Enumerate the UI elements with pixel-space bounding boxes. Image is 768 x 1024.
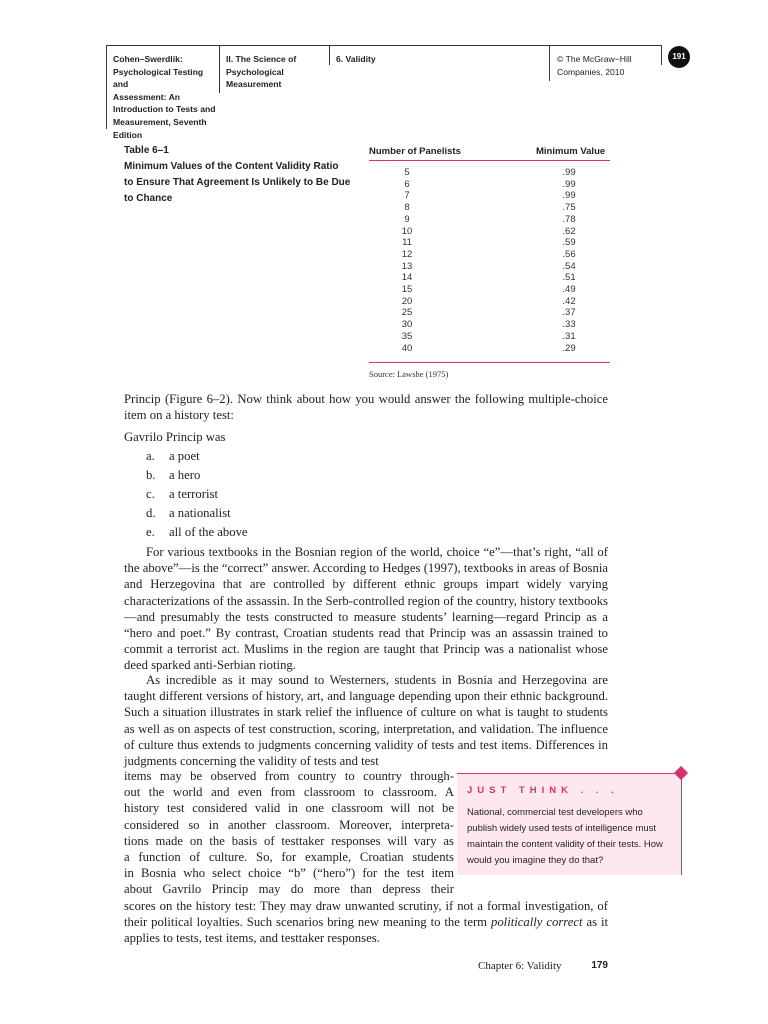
- option-letter: c.: [146, 487, 155, 501]
- panelists-cell: 9: [404, 213, 410, 225]
- option-letter: a.: [146, 449, 155, 463]
- table-header-minimum-value: Minimum Value: [536, 146, 606, 157]
- header-book-title: [113, 53, 217, 141]
- just-think-top-rule: [457, 773, 682, 774]
- table-row: [369, 202, 610, 214]
- header-divider: [106, 45, 107, 129]
- paragraph-3-wrap: [124, 768, 454, 898]
- text-run: as it applies to tests, test items, and testtaker responses.: [124, 915, 609, 946]
- question-stem: Gavrilo Princip was: [124, 430, 226, 444]
- table-source: Source: Lawshe (1975): [369, 369, 449, 379]
- paragraph-2: [124, 544, 608, 674]
- option-b: [146, 467, 201, 483]
- table-title-line: to Chance: [124, 193, 173, 204]
- option-text: all of the above: [169, 525, 248, 539]
- paragraph-line: a function of culture. So, for example, Croatian students: [124, 850, 454, 865]
- paragraph-1: [124, 391, 608, 423]
- option-a: [146, 448, 200, 464]
- just-think-text: National, commercial test developers who publish widely used tests of intelligence must maintain the content validity of their tests. How would you imagine they do that?: [467, 807, 663, 866]
- option-letter: e.: [146, 525, 155, 539]
- minimum-value-cell: .59: [562, 237, 576, 249]
- just-think-side-rule: [681, 773, 682, 875]
- table-row: [369, 319, 610, 331]
- minimum-value-cell: .31: [562, 330, 576, 342]
- table-row: [369, 249, 610, 261]
- minimum-value-cell: .51: [562, 272, 576, 284]
- table-row: [369, 296, 610, 308]
- panelists-cell: 11: [402, 237, 412, 249]
- minimum-value-cell: .49: [562, 284, 576, 295]
- option-e: [146, 524, 248, 540]
- panelists-cell: 25: [401, 307, 413, 319]
- header-divider: [549, 45, 550, 81]
- header-divider: [329, 45, 330, 65]
- table-header-panelists: Number of Panelists: [369, 146, 461, 157]
- answer-options: [124, 448, 424, 544]
- header-line: Measurement: [226, 79, 282, 90]
- header-line: Psychological Testing and: [113, 66, 204, 90]
- table-row: [369, 214, 610, 226]
- panelists-cell: 35: [401, 330, 413, 342]
- minimum-value-cell: .37: [562, 307, 576, 319]
- option-text: a hero: [169, 468, 201, 482]
- minimum-value-cell: .99: [562, 178, 576, 190]
- footer-chapter: Chapter 6: Validity: [478, 960, 562, 972]
- panelists-cell: 5: [404, 167, 410, 178]
- paragraph-text: Princip (Figure 6–2). Now think about how you would answer the following multiple-choice item on a history test:: [124, 392, 608, 423]
- panelists-cell: 40: [401, 342, 413, 354]
- table-row: [369, 343, 610, 355]
- panelists-cell: 30: [401, 319, 413, 331]
- paragraph-text: As incredible as it may sound to Westerners, students in Bosnia and Herzegovina are taught different versions of history, art, and language depending upon their ethnic background. Such a situation illustrates in stark relief the influence of culture on what is taught to students as well as on aspects of test construction, scoring, interpretation, and validation. The influence of culture thus extends to judgments concerning validity of tests and test items. Differences in judgments concerning the validity of tests and test: [124, 673, 608, 769]
- option-text: a nationalist: [169, 506, 231, 520]
- italic-term: politically correct: [490, 915, 583, 930]
- header-line: Introduction to Tests and: [113, 104, 216, 115]
- table-title-line: Minimum Values of the Content Validity Ratio: [124, 161, 339, 172]
- header-line: Measurement, Seventh: [113, 116, 207, 127]
- panelists-cell: 13: [401, 260, 413, 272]
- header-line: Assessment: An: [113, 91, 181, 102]
- header-chapter: 6. Validity: [336, 54, 376, 64]
- header-divider: [661, 45, 662, 65]
- header-line: Psychological: [226, 66, 284, 77]
- table-row: [369, 284, 610, 296]
- paragraph-line: considered so in another classroom. Moreover, interpreta-: [124, 817, 454, 832]
- paragraph-line: history test considered valid in one classroom will not be: [124, 801, 454, 816]
- paragraph-3-end: [124, 898, 608, 947]
- panelists-cell: 15: [401, 284, 413, 295]
- minimum-value-cell: .54: [562, 260, 576, 272]
- minimum-value-cell: .75: [562, 202, 576, 214]
- table-row: [369, 190, 610, 202]
- minimum-value-cell: .99: [562, 190, 576, 202]
- header-part: [226, 53, 326, 91]
- table-row: [369, 237, 610, 249]
- paragraph-line: items may be observed from country to country through-: [124, 769, 454, 783]
- panelists-cell: 10: [401, 225, 413, 237]
- table-title-line: to Ensure That Agreement Is Unlikely to Be Due: [124, 177, 351, 188]
- header-top-rule: [106, 45, 662, 46]
- page-footer: [478, 960, 608, 972]
- panelists-cell: 8: [404, 202, 410, 214]
- panelists-cell: 6: [404, 178, 410, 190]
- panelists-cell: 7: [404, 190, 410, 202]
- header-line: II. The Science of: [226, 54, 297, 64]
- panelists-cell: 14: [401, 272, 413, 284]
- table-row: [369, 179, 610, 191]
- table-row: [369, 307, 610, 319]
- minimum-value-cell: .62: [562, 225, 576, 237]
- page-number-badge: 191: [668, 46, 690, 68]
- table-row: [369, 261, 610, 273]
- paragraph-3: [124, 672, 608, 769]
- minimum-value-cell: .56: [562, 248, 576, 260]
- option-letter: b.: [146, 468, 156, 482]
- table-row: [369, 226, 610, 238]
- table-row: [369, 167, 610, 179]
- paragraph-line: about Gavrilo Princip may do more than depress their: [124, 882, 454, 897]
- option-c: [146, 486, 218, 502]
- header-copyright: [557, 53, 657, 78]
- header-line: Edition: [113, 129, 143, 140]
- header-line: Companies, 2010: [557, 66, 625, 77]
- table-label: Table 6–1: [124, 145, 169, 156]
- table-row: [369, 272, 610, 284]
- minimum-value-cell: .42: [562, 295, 576, 307]
- option-letter: d.: [146, 506, 156, 520]
- minimum-value-cell: .29: [562, 342, 576, 354]
- minimum-value-cell: .99: [562, 167, 576, 178]
- panelists-cell: 12: [401, 248, 413, 260]
- table-bottom-rule: [369, 362, 610, 363]
- paragraph-line: tions made on the basis of testtaker responses will vary as: [124, 833, 454, 848]
- just-think-title: JUST THINK . . .: [467, 785, 619, 796]
- footer-page-number: 179: [591, 960, 608, 971]
- panelists-cell: 20: [401, 295, 413, 307]
- header-line: © The McGraw−Hill: [557, 54, 632, 64]
- table-body: [369, 167, 610, 357]
- table-row: [369, 331, 610, 343]
- paragraph-line: in Bosnia who select choice “b” (“hero”) for the test item: [124, 866, 454, 881]
- table-caption: [124, 143, 364, 207]
- text-run: scores on the history test: They may draw unwanted scrutiny, if not a formal investigation, of their political loyalties. Such scenarios bring new meaning to the term: [124, 899, 608, 930]
- minimum-value-cell: .33: [562, 319, 576, 331]
- header-divider: [219, 45, 220, 93]
- option-text: a terrorist: [169, 487, 218, 501]
- option-d: [146, 505, 231, 521]
- paragraph-line: out the world and even from classroom to classroom. A: [124, 785, 454, 800]
- header-line: Cohen–Swerdlik:: [113, 54, 183, 64]
- paragraph-text: For various textbooks in the Bosnian region of the world, choice “e”—that’s right, “all of the above”—is the “correct” answer. According to Hedges (1997), textbooks in areas of Bosnia and Herzegovina that are controlled by different ethnic groups impart widely varying characterizations of the assassin. In the Serb-controlled region of the country, history textbooks—and presumably the tests constructed to measure students’ learning—regard Princip as a “hero and poet.” By contrast, Croatian students read that Princip was an assassin trained to commit a terrorist act. Muslims in the region are taught that Princip was a nationalist whose deed sparked anti-Serbian rioting.: [124, 545, 608, 673]
- paragraph-text: [124, 898, 608, 947]
- table-header-rule: [369, 160, 610, 161]
- minimum-value-cell: .78: [562, 213, 576, 225]
- option-text: a poet: [169, 449, 200, 463]
